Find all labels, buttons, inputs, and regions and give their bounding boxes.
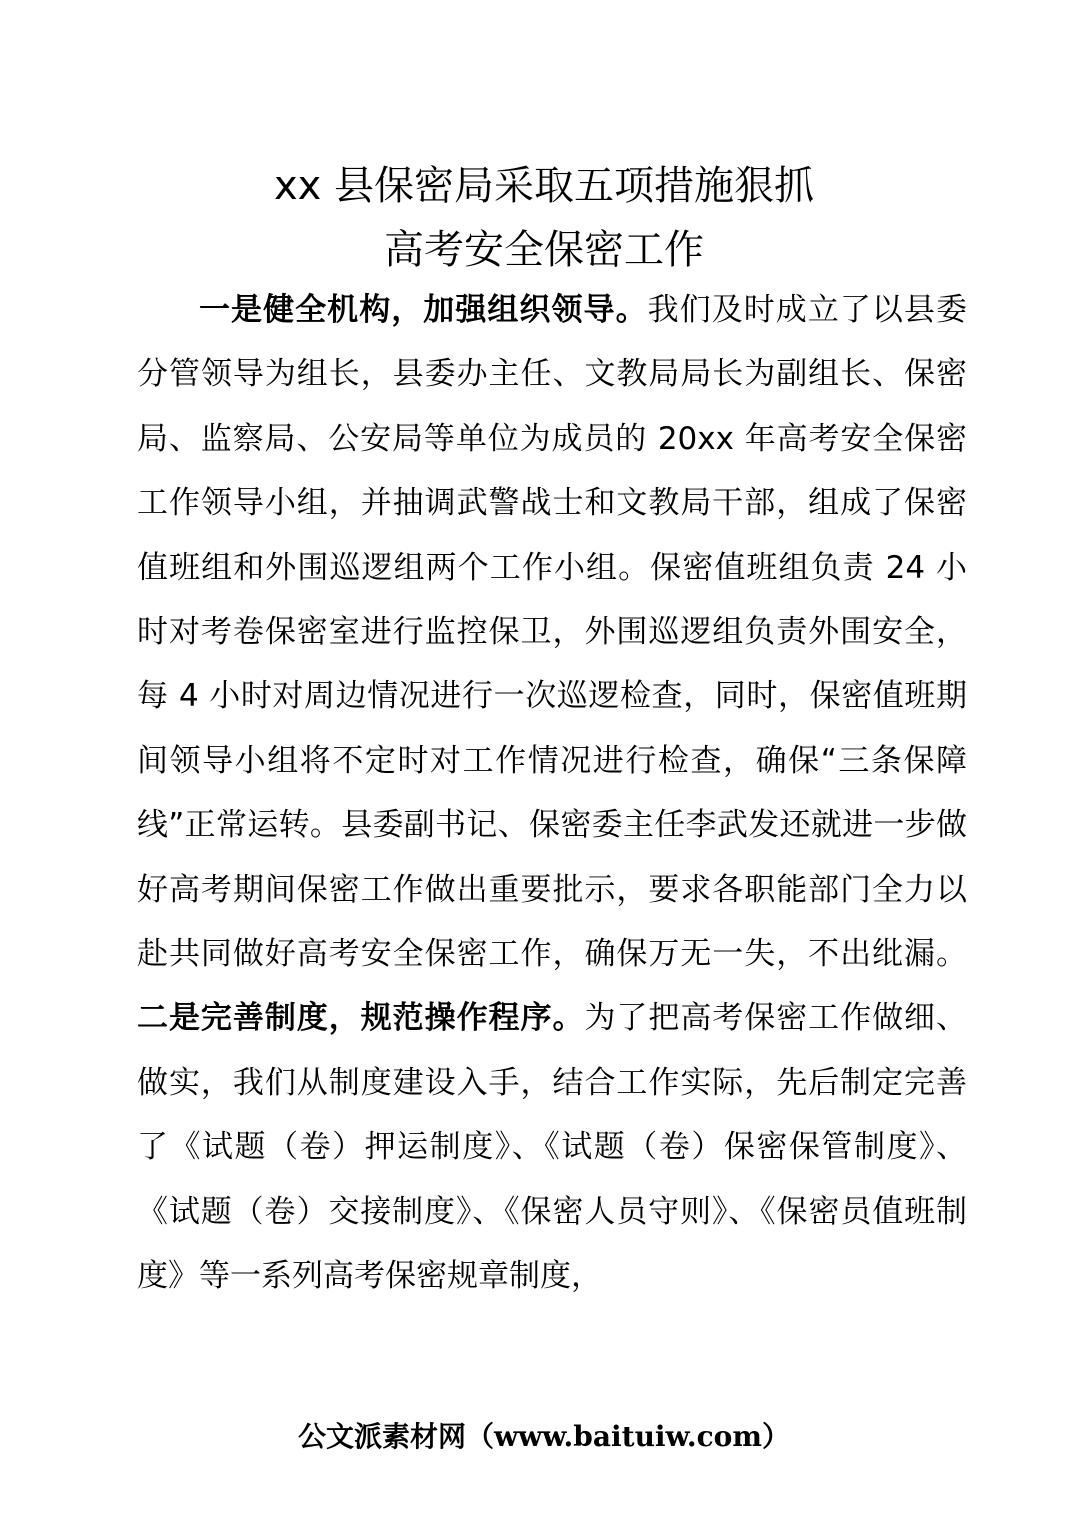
section-2-heading: 二是完善制度，规范操作程序。 xyxy=(137,1000,585,1037)
section-2-text: 为了把高考保密工作做细、做实，我们从制度建设入手，结合工作实际，先后制定完善了《试题（卷）押运制度》、《试题（卷）保密保管制度》、《试题（卷）交接制度》、《保密人员守则》、《保密员值班制度》等一系列高考保密规章制度， xyxy=(137,1000,968,1295)
page-footer: 公文派素材网（www.baituiw.com） xyxy=(298,1420,790,1453)
document-title-line-1: xx 县保密局采取五项措施狠抓 xyxy=(273,163,815,209)
section-1-text: 我们及时成立了以县委分管领导为组长，县委办主任、文教局局长为副组长、保密局、监察局、公安局等单位为成员的 20xx 年高考安全保密工作领导小组，并抽调武警战士和文教局干部，组成了保密值班组和外围巡逻组两个工作小组。保密值班组负责 24 小时对考卷保密室进行监控保卫，外围巡逻组负责外围安全，每 4 小时对周边情况进行一次巡逻检查，同时，保密值班期间领导小组将不定时对工作情况进行检查，确保“三条保障线”正常运转。县委副书记、保密委主任李武发还就进一步做好高考期间保密工作做出重要批示，要求各职能部门全力以赴共同做好高考安全保密工作，确保万无一失，不出纰漏。 xyxy=(137,292,967,973)
document-title-line-2: 高考安全保密工作 xyxy=(384,227,704,273)
section-1-heading: 一是健全机构，加强组织领导。 xyxy=(199,292,648,328)
document-body xyxy=(137,278,967,1309)
